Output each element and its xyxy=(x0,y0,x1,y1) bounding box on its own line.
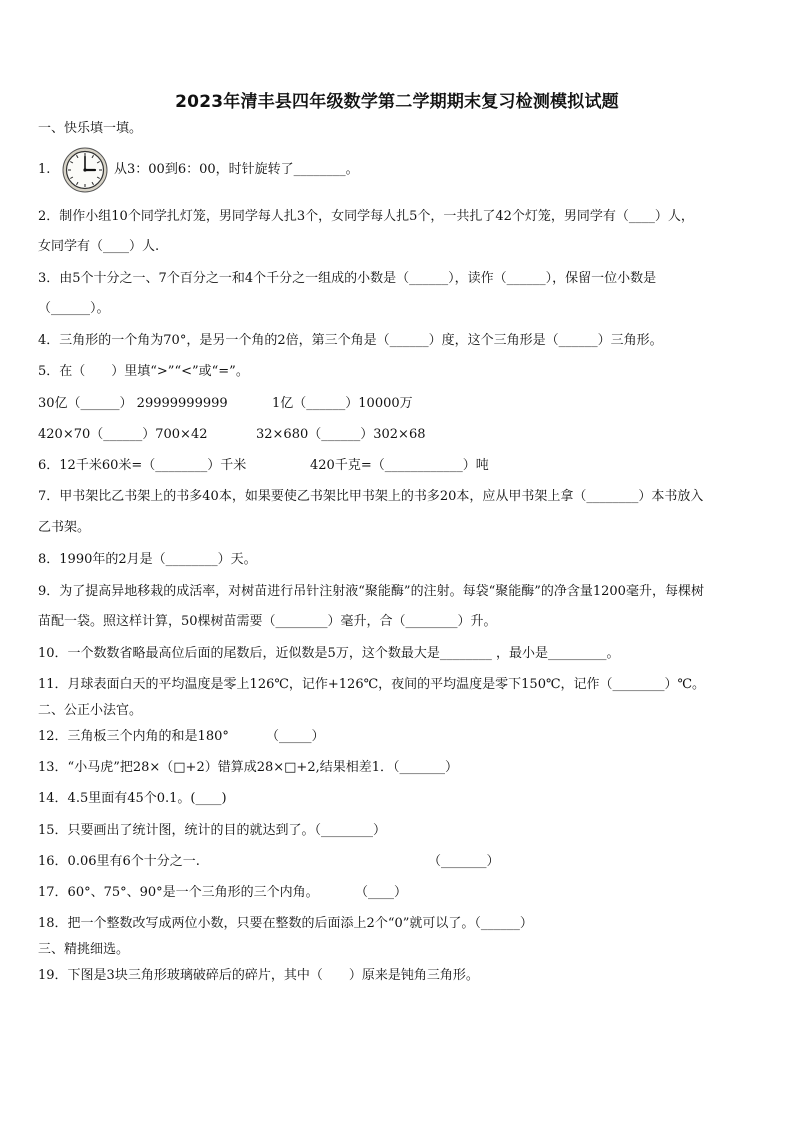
question-10: 10．一个数数省略最高位后面的尾数后，近似数是5万，这个数最大是________ ，最小是_________。 xyxy=(38,646,620,661)
question-6-left: 6．12千米60米=（________）千米 xyxy=(38,458,247,473)
question-18: 18．把一个整数改写成两位小数，只要在整数的后面添上2个“0”就可以了。（______） xyxy=(38,916,533,931)
question-11: 11．月球表面白天的平均温度是零上126℃，记作+126℃，夜间的平均温度是零下150℃，记作（________）℃。 xyxy=(38,677,706,692)
page-title: 2023年清丰县四年级数学第二学期期末复习检测模拟试题 xyxy=(175,92,619,112)
question-13: 13．“小马虎”把28×（□+2）错算成28×□+2,结果相差1．（_______） xyxy=(38,760,458,775)
question-3-line-2: （______）。 xyxy=(38,301,110,316)
question-16-text: 16．0.06里有6个十分之一. xyxy=(38,854,200,869)
question-5-row-2-left: 420×70（______）700×42 xyxy=(38,427,208,442)
question-14: 14．4.5里面有45个0.1。(____) xyxy=(38,791,227,806)
question-2-line-2: 女同学有（____）人. xyxy=(38,239,160,254)
question-7-line-2: 乙书架。 xyxy=(38,520,91,535)
question-1-text: 从3：00到6：00，时针旋转了________。 xyxy=(114,162,359,177)
question-15: 15．只要画出了统计图，统计的目的就达到了。（________） xyxy=(38,823,387,838)
question-19: 19．下图是3块三角形玻璃破碎后的碎片，其中（ ）原来是钝角三角形。 xyxy=(38,968,479,983)
question-5-row-2-right: 32×680（______）302×68 xyxy=(256,427,426,442)
question-9-line-2: 苗配一袋。照这样计算，50棵树苗需要（________）毫升，合（________）升。 xyxy=(38,614,497,629)
question-5-row-1-right: 1亿（______）10000万 xyxy=(272,396,413,411)
question-1-number: 1. xyxy=(38,162,51,177)
question-9-line-1: 9．为了提高异地移栽的成活率，对树苗进行吊针注射液“聚能酶”的注射。每袋“聚能酶”的净含量1200毫升，每棵树 xyxy=(38,584,704,599)
question-12-blank: （_____） xyxy=(266,729,325,744)
question-8: 8．1990年的2月是（________）天。 xyxy=(38,552,257,567)
question-16-blank: （_______） xyxy=(428,854,500,869)
section-heading-2: 二、公正小法官。 xyxy=(38,703,143,718)
question-5-row-1-left: 30亿（______） 29999999999 xyxy=(38,396,228,411)
question-12-text: 12．三角板三个内角的和是180° xyxy=(38,729,229,744)
question-7-line-1: 7．甲书架比乙书架上的书多40本，如果要使乙书架比甲书架上的书多20本，应从甲书架上拿（________）本书放入 xyxy=(38,489,704,504)
question-17-blank: （____） xyxy=(355,885,408,900)
clock-icon xyxy=(62,147,108,193)
section-heading-3: 三、精挑细选。 xyxy=(38,942,130,957)
question-17-text: 17．60°、75°、90°是一个三角形的三个内角。 xyxy=(38,885,319,900)
question-5-stem: 5．在（ ）里填“>”“<”或“=”。 xyxy=(38,364,249,379)
question-3-line-1: 3．由5个十分之一、7个百分之一和4个千分之一组成的小数是（______），读作（______），保留一位小数是 xyxy=(38,271,657,286)
question-2-line-1: 2．制作小组10个同学扎灯笼，男同学每人扎3个，女同学每人扎5个，一共扎了42个灯笼，男同学有（____）人， xyxy=(38,209,694,224)
section-heading-1: 一、快乐填一填。 xyxy=(38,121,143,136)
question-4: 4．三角形的一个角为70°，是另一个角的2倍，第三个角是（______）度，这个三角形是（______）三角形。 xyxy=(38,333,663,348)
question-6-right: 420千克=（____________）吨 xyxy=(310,458,489,473)
